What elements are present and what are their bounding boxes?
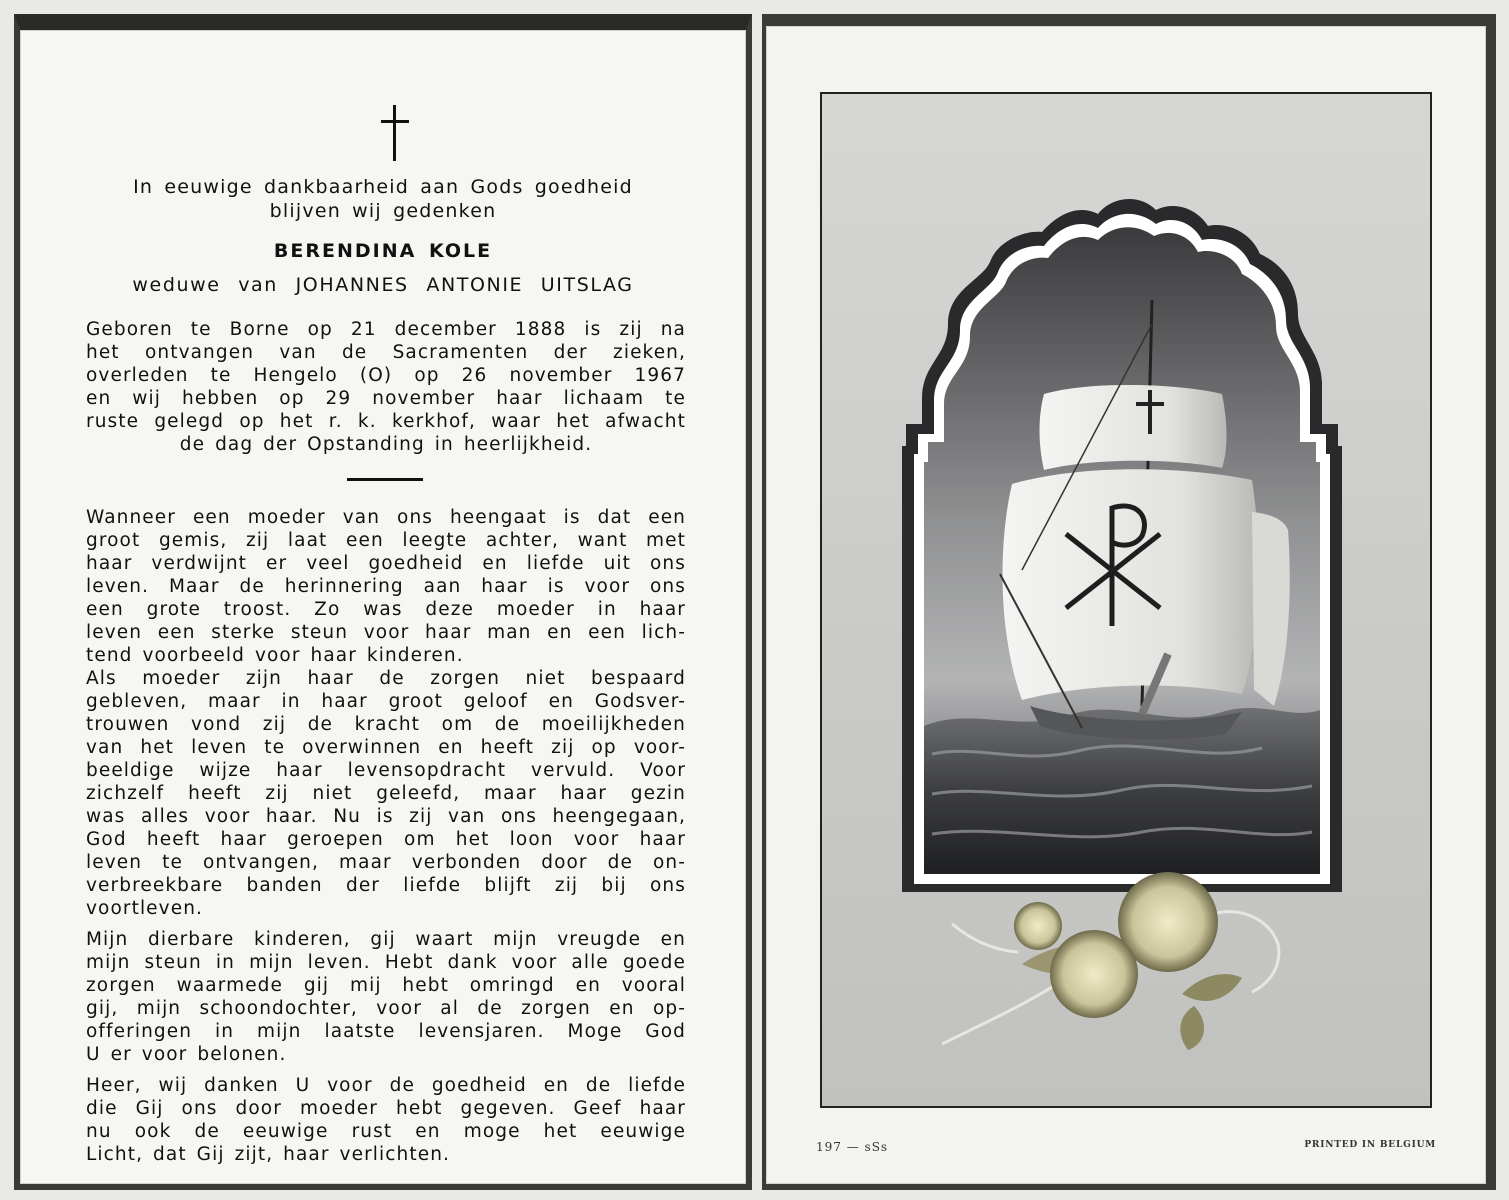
text-line: voortleven. bbox=[86, 898, 204, 919]
text-line: groot gemis, zij laat een leegte achter, want met bbox=[86, 530, 686, 551]
text-line: Mijn dierbare kinderen, gij waart mijn vreugde en bbox=[86, 929, 686, 950]
text-line: verbreekbare banden der liefde blijft zij bij ons bbox=[86, 875, 686, 896]
text-line: Als moeder zijn haar de zorgen niet bespaard bbox=[86, 668, 686, 689]
text-line: Geboren te Borne op 21 december 1888 is zij na bbox=[86, 319, 686, 340]
text-line: zichzelf heeft zij niet geleefd, maar haar gezin bbox=[86, 783, 686, 804]
left-memorial-page bbox=[14, 14, 752, 1190]
print-code: 197 — sSs bbox=[816, 1140, 889, 1154]
text-line: mijn steun in mijn leven. Hebt dank voor alle goede bbox=[86, 952, 686, 973]
intro-line-2: blijven wij gedenken bbox=[269, 200, 497, 222]
ship-cross-icon bbox=[1148, 390, 1152, 434]
text-line: offeringen in mijn laatste levensjaren. Moge God bbox=[86, 1021, 686, 1042]
text-line: Wanneer een moeder van ons heengaat is dat een bbox=[86, 507, 686, 528]
text-line: was alles voor haar. Nu is zij van ons heengegaan, bbox=[86, 806, 686, 827]
memorial-paragraph-3 bbox=[86, 1074, 686, 1166]
text-line: de dag der Opstanding in heerlijkheid. bbox=[179, 434, 593, 455]
birth-paragraph bbox=[86, 318, 686, 456]
text-line: een grote troost. Zo was deze moeder in haar bbox=[86, 599, 686, 620]
text-line: gebleven, maar in haar groot geloof en Godsver- bbox=[86, 691, 686, 712]
text-line: zorgen waarmede gij mij hebt omringd en vooral bbox=[86, 975, 686, 996]
text-line: leven. Maar de herinnering aan haar is voor ons bbox=[86, 576, 686, 597]
text-line: Heer, wij danken U voor de goedheid en de liefde bbox=[86, 1075, 686, 1096]
memorial-paragraph-1 bbox=[86, 506, 686, 920]
text-line: tend voorbeeld voor haar kinderen. bbox=[86, 645, 464, 666]
text-line: en wij hebben op 29 november haar lichaam te bbox=[86, 388, 686, 409]
text-line: U er voor belonen. bbox=[86, 1044, 287, 1065]
cross-icon bbox=[381, 105, 409, 161]
text-line: God heeft haar geroepen om het loon voor haar bbox=[86, 829, 686, 850]
widow-line: weduwe van JOHANNES ANTONIE UITSLAG bbox=[132, 274, 634, 296]
text-line: leven een sterke steun voor haar man en een lich- bbox=[86, 622, 686, 643]
memorial-paragraph-2 bbox=[86, 928, 686, 1066]
text-line: nu ook de eeuwige rust en moge het eeuwige bbox=[86, 1121, 686, 1142]
text-line: gij, mijn schoondochter, voor al de zorgen en op- bbox=[86, 998, 686, 1019]
printed-in-label: PRINTED IN BELGIUM bbox=[1304, 1140, 1436, 1150]
text-line: haar verdwijnt er veel goedheid en liefde uit ons bbox=[86, 553, 686, 574]
text-line: het ontvangen van de Sacramenten der zieken, bbox=[86, 342, 686, 363]
text-line: beeldige wijze haar levensopdracht vervuld. Voor bbox=[86, 760, 686, 781]
text-line: ruste gelegd op het r. k. kerkhof, waar het afwacht bbox=[86, 411, 686, 432]
deceased-name: BERENDINA KOLE bbox=[273, 240, 493, 262]
divider bbox=[347, 478, 423, 481]
text-line: die Gij ons door moeder hebt gegeven. Geef haar bbox=[86, 1098, 686, 1119]
text-line: van het leven te overwinnen en heeft zij op voor- bbox=[86, 737, 686, 758]
image-frame bbox=[820, 92, 1432, 1108]
right-image-page bbox=[762, 14, 1496, 1190]
text-line: Licht, dat Gij zijt, haar verlichten. bbox=[86, 1144, 451, 1165]
text-line: trouwen vond zij de kracht om de moeilijkheden bbox=[86, 714, 686, 735]
devotional-illustration bbox=[822, 94, 1430, 1106]
text-line: overleden te Hengelo (O) op 26 november 1967 bbox=[86, 365, 686, 386]
intro-line-1: In eeuwige dankbaarheid aan Gods goedheid bbox=[133, 176, 633, 198]
text-line: leven te ontvangen, maar verbonden door de on- bbox=[86, 852, 686, 873]
